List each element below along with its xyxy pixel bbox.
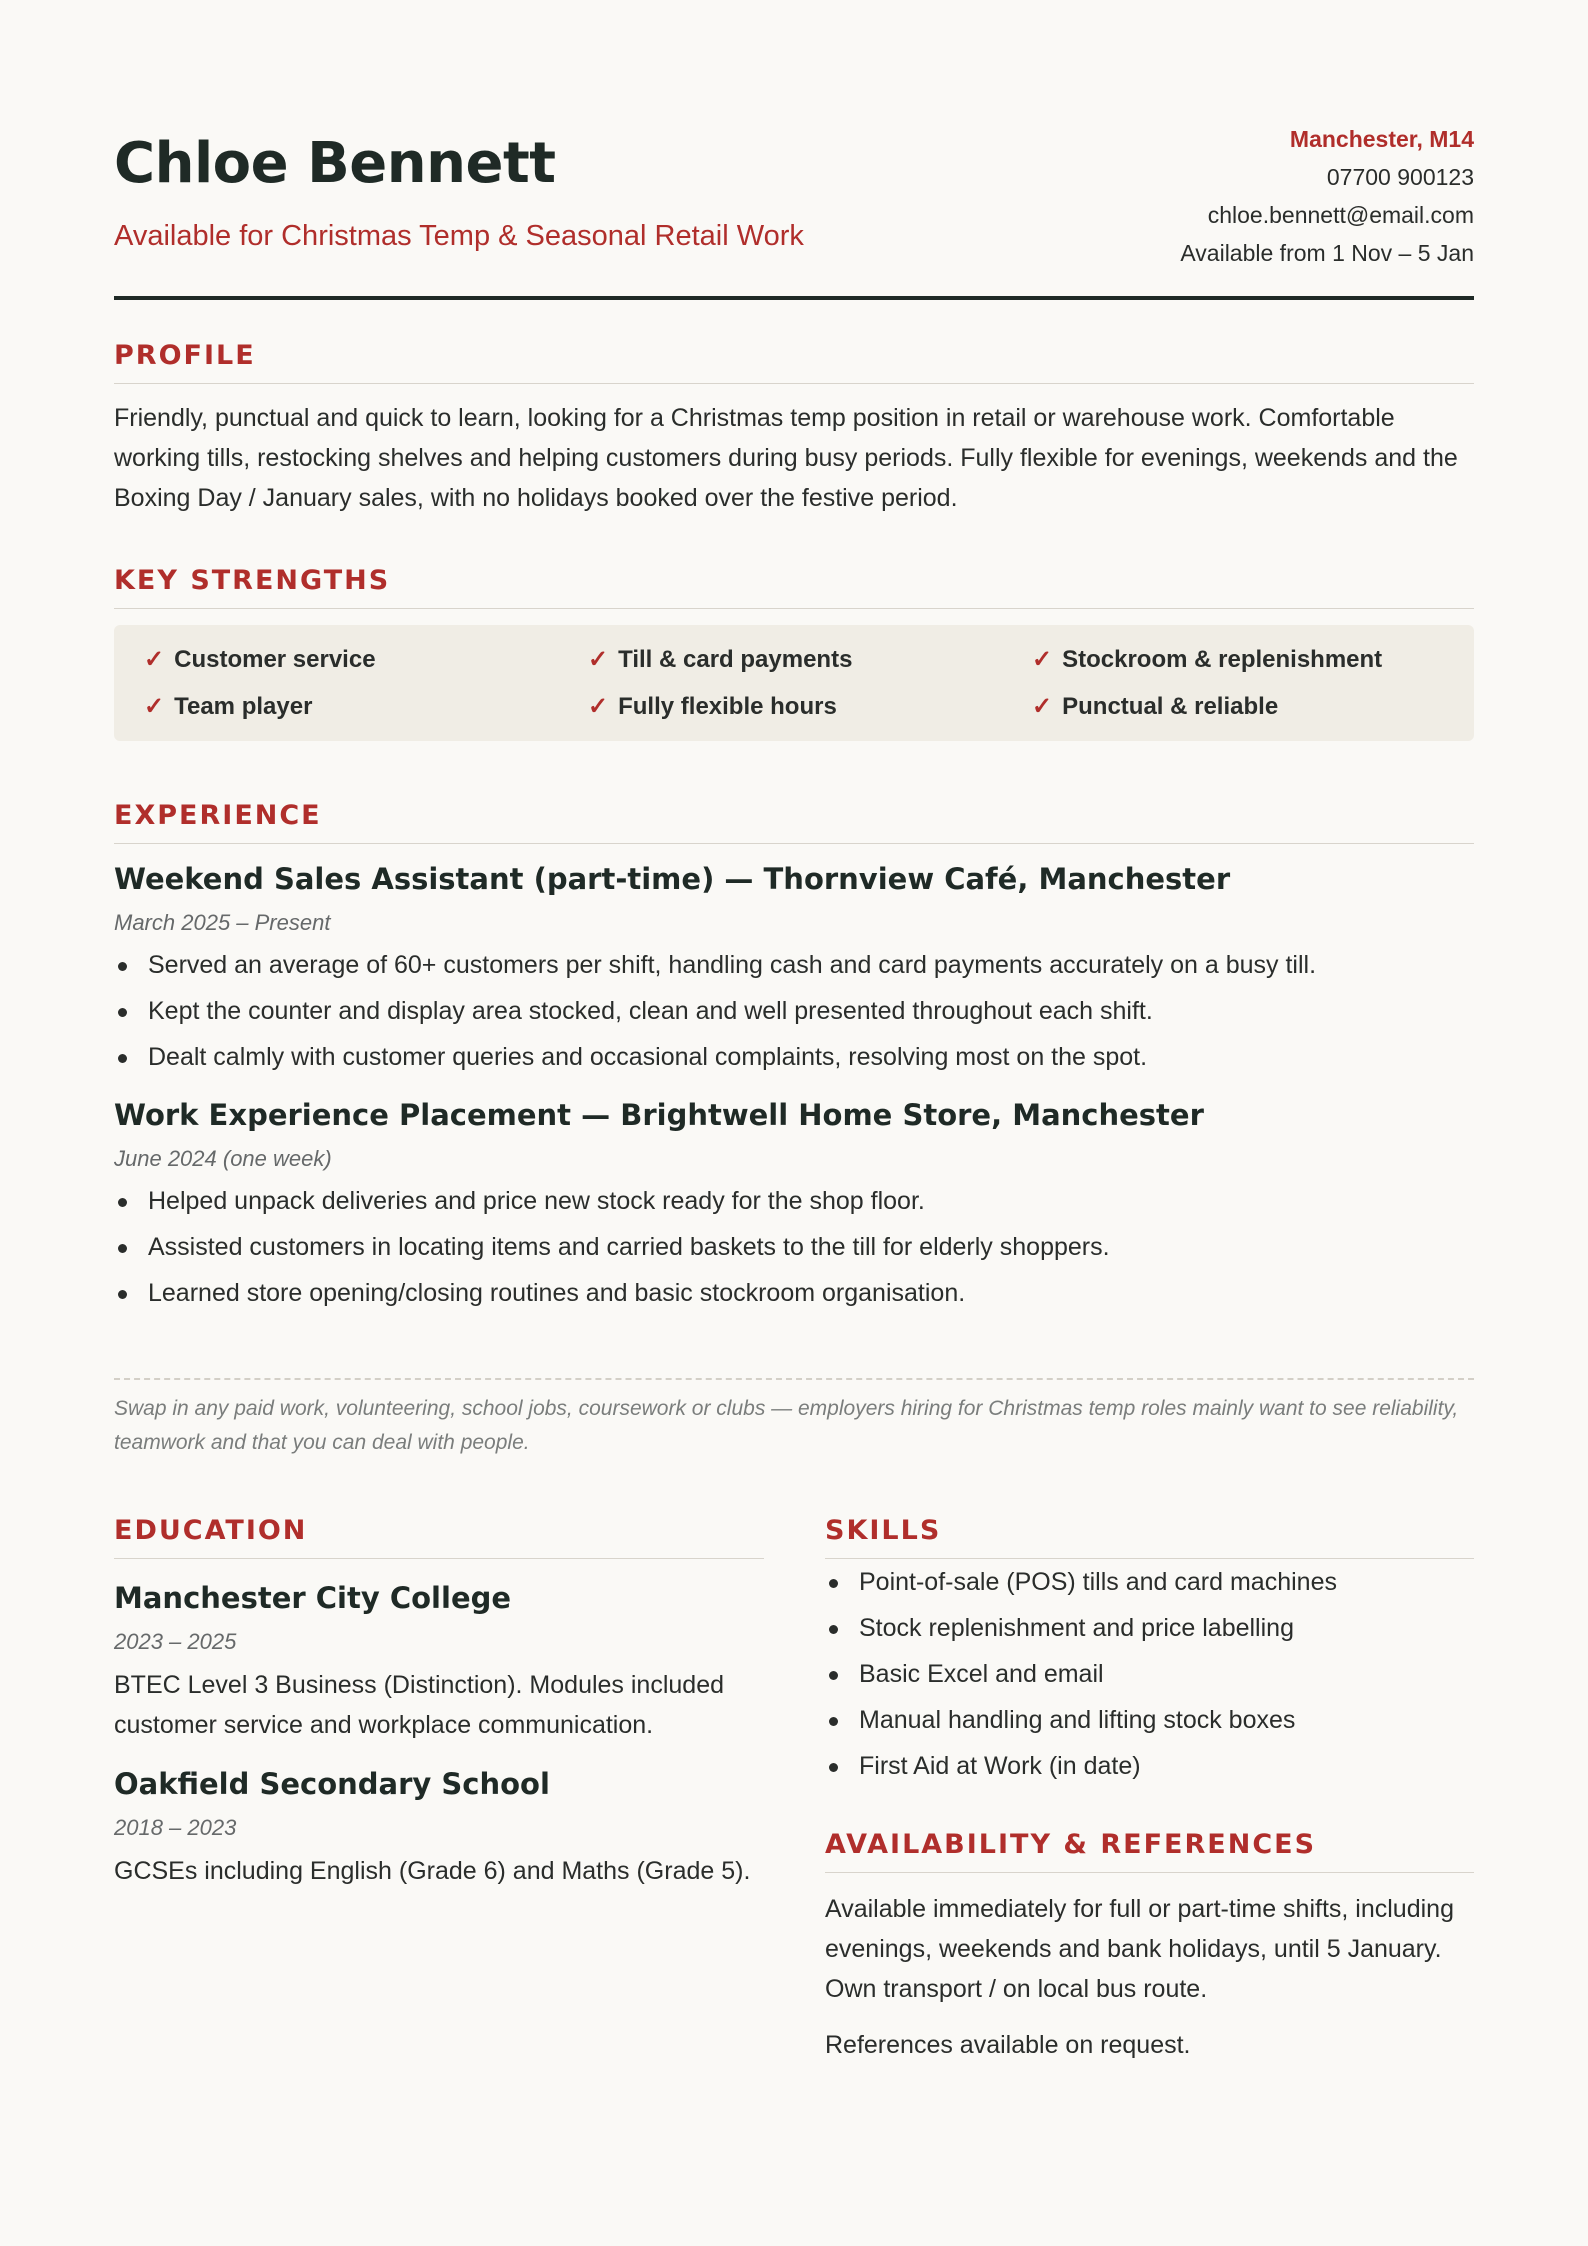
- strength-label: Punctual & reliable: [1062, 692, 1279, 720]
- header-divider: [114, 296, 1474, 300]
- job-entry: [114, 862, 1474, 1080]
- list-item: Helped unpack deliveries and price new stock ready for the shop floor.: [114, 1178, 1474, 1224]
- profile-text: Friendly, punctual and quick to learn, looking for a Christmas temp position in retail or warehouse work. Comfortable working tills, restocking shelves and helping customers during busy periods. Fully flexible for evenings, weekends and the Boxing Day / January sales, with no holidays booked over the festive period.: [114, 404, 1458, 512]
- strength-label: Fully flexible hours: [618, 692, 837, 720]
- strength-item: [588, 692, 1032, 721]
- strength-item: [588, 645, 1032, 674]
- list-item: Point-of-sale (POS) tills and card machines: [825, 1559, 1474, 1605]
- job-dates: June 2024 (one week): [114, 1146, 332, 1171]
- tagline: Available for Christmas Temp & Seasonal Retail Work: [114, 220, 804, 252]
- list-item: Assisted customers in locating items and carried baskets to the till for elderly shoppers.: [114, 1224, 1474, 1270]
- right-column: [825, 1515, 1474, 2065]
- list-item: Manual handling and lifting stock boxes: [825, 1697, 1474, 1743]
- job-title: Work Experience Placement — Brightwell Home Store, Manchester: [114, 1098, 1204, 1132]
- education-dates: 2023 – 2025: [114, 1629, 237, 1654]
- key-strengths-section: [114, 565, 1474, 741]
- candidate-name: Chloe Bennett: [114, 131, 556, 196]
- email: chloe.bennett@email.com: [1207, 202, 1474, 228]
- education-description: BTEC Level 3 Business (Distinction). Modules included customer service and workplace communication.: [114, 1671, 724, 1739]
- school-name: Oakfield Secondary School: [114, 1767, 550, 1801]
- check-icon: ✓: [1032, 693, 1053, 720]
- check-icon: ✓: [144, 646, 165, 673]
- strength-label: Till & card payments: [618, 645, 853, 673]
- job-title: Weekend Sales Assistant (part-time) — Thornview Café, Manchester: [114, 862, 1231, 896]
- skills-section: [825, 1515, 1474, 1789]
- location: Manchester, M14: [1289, 126, 1474, 152]
- section-title-skills: SKILLS: [825, 1515, 1474, 1559]
- strength-label: Customer service: [174, 645, 376, 673]
- availability-section: [825, 1829, 1474, 2065]
- education-entry: [114, 1767, 764, 1891]
- strength-item: [1032, 692, 1432, 721]
- list-item: Stock replenishment and price labelling: [825, 1605, 1474, 1651]
- phone: 07700 900123: [1326, 164, 1474, 190]
- experience-section: [114, 800, 1474, 1316]
- education-section: [114, 1515, 764, 1891]
- resume-header: [114, 120, 1474, 296]
- strengths-box: [114, 625, 1474, 741]
- list-item: Kept the counter and display area stocked, clean and well presented throughout each shift.: [114, 988, 1474, 1034]
- job-dates: March 2025 – Present: [114, 910, 331, 935]
- references-text: References available on request.: [825, 2031, 1191, 2059]
- check-icon: ✓: [588, 646, 609, 673]
- strength-item: [144, 692, 588, 721]
- skills-list: [825, 1559, 1474, 1789]
- school-name: Manchester City College: [114, 1581, 512, 1615]
- education-entry: [114, 1581, 764, 1745]
- availability-dates: Available from 1 Nov – 5 Jan: [1180, 240, 1474, 266]
- section-title-strengths: KEY STRENGTHS: [114, 565, 1474, 609]
- list-item: Basic Excel and email: [825, 1651, 1474, 1697]
- check-icon: ✓: [1032, 646, 1053, 673]
- strength-item: [1032, 645, 1432, 674]
- job-bullets: [114, 942, 1474, 1080]
- education-dates: 2018 – 2023: [114, 1815, 237, 1840]
- strength-label: Team player: [174, 692, 313, 720]
- education-description: GCSEs including English (Grade 6) and Maths (Grade 5).: [114, 1857, 751, 1885]
- contact-block: [1180, 120, 1474, 272]
- check-icon: ✓: [588, 693, 609, 720]
- list-item: First Aid at Work (in date): [825, 1743, 1474, 1789]
- list-item: Dealt calmly with customer queries and occasional complaints, resolving most on the spot.: [114, 1034, 1474, 1080]
- list-item: Served an average of 60+ customers per shift, handling cash and card payments accurately on a busy till.: [114, 942, 1474, 988]
- section-title-availability: AVAILABILITY & REFERENCES: [825, 1829, 1474, 1873]
- section-title-profile: PROFILE: [114, 340, 1474, 384]
- profile-section: [114, 340, 1474, 518]
- section-title-education: EDUCATION: [114, 1515, 764, 1559]
- strength-item: [144, 645, 588, 674]
- strength-label: Stockroom & replenishment: [1062, 645, 1383, 673]
- job-entry: [114, 1098, 1474, 1316]
- availability-text: Available immediately for full or part-time shifts, including evenings, weekends and bank holidays, until 5 January. Own transport / on local bus route.: [825, 1895, 1454, 2003]
- template-note: Swap in any paid work, volunteering, school jobs, coursework or clubs — employers hiring for Christmas temp roles mainly want to see reliability, teamwork and that you can deal with people.: [114, 1378, 1474, 1460]
- section-title-experience: EXPERIENCE: [114, 800, 1474, 844]
- list-item: Learned store opening/closing routines and basic stockroom organisation.: [114, 1270, 1474, 1316]
- job-bullets: [114, 1178, 1474, 1316]
- check-icon: ✓: [144, 693, 165, 720]
